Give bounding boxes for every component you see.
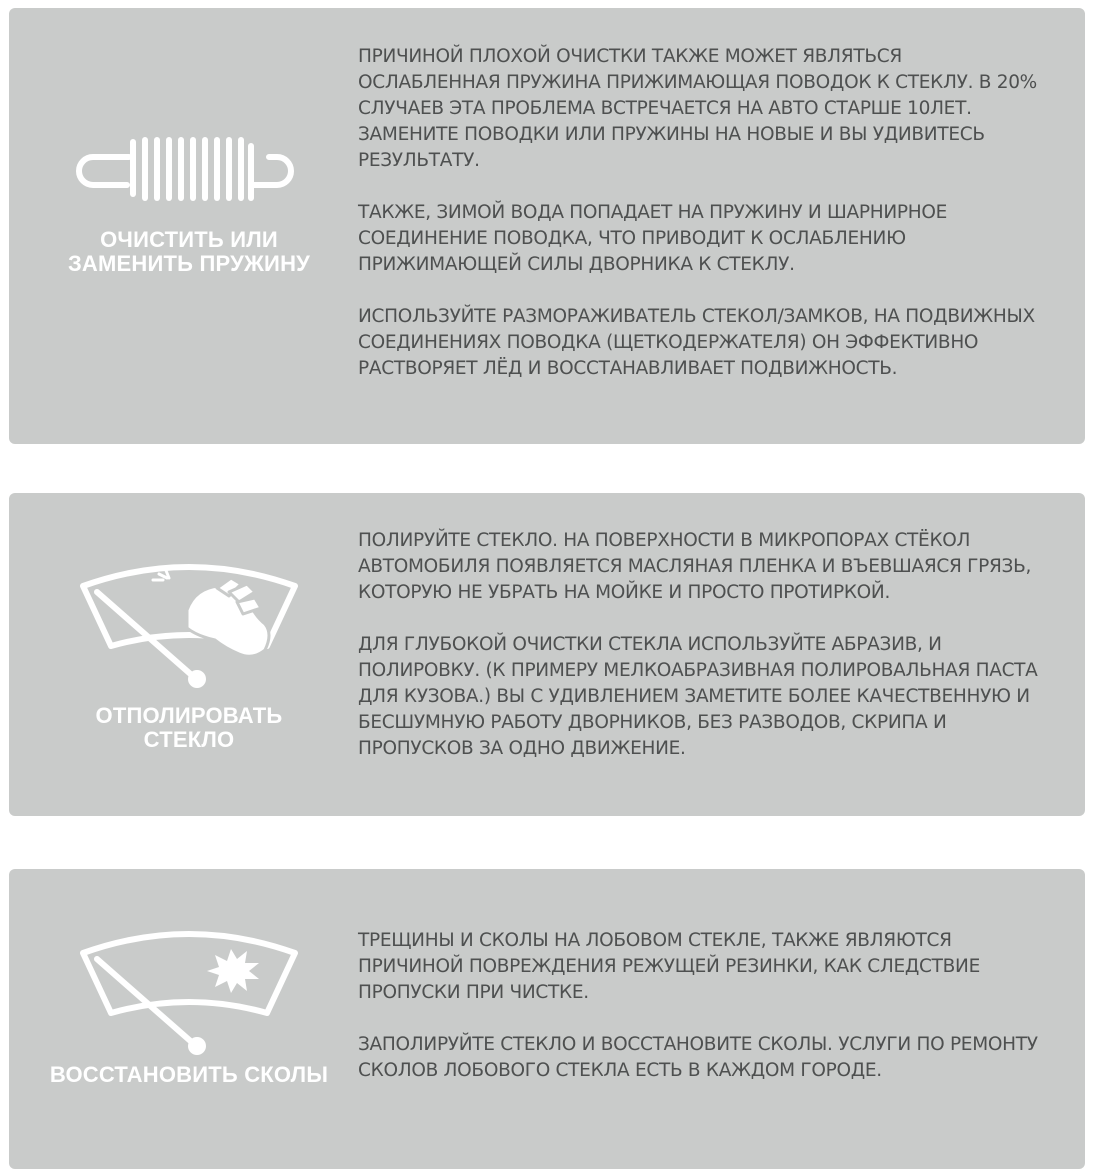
card-text bbox=[358, 44, 1038, 382]
polish-icon-block bbox=[49, 558, 329, 752]
chip-icon-block bbox=[49, 925, 329, 1087]
spring-card bbox=[9, 8, 1085, 444]
paragraph: ЗАПОЛИРУЙТЕ СТЕКЛО И ВОССТАНОВИТЕ СКОЛЫ. УСЛУГИ ПО РЕМОНТУ СКОЛОВ ЛОБОВОГО СТЕКЛА ЕСТЬ В КАЖДОМ ГОРОДЕ. bbox=[358, 1034, 1038, 1081]
card-text bbox=[358, 528, 1038, 762]
paragraph: ПОЛИРУЙТЕ СТЕКЛО. НА ПОВЕРХНОСТИ В МИКРОПОРАХ СТЁКОЛ АВТОМОБИЛЯ ПОЯВЛЯЕТСЯ МАСЛЯНАЯ ПЛЕНКА И ВЪЕВШАЯСЯ ГРЯЗЬ, КОТОРУЮ НЕ УБРАТЬ НА МОЙКЕ И ПРОСТО ПРОТИРКОЙ. bbox=[358, 530, 1032, 603]
chip-card bbox=[9, 869, 1085, 1169]
paragraph: ДЛЯ ГЛУБОКОЙ ОЧИСТКИ СТЕКЛА ИСПОЛЬЗУЙТЕ АБРАЗИВ, И ПОЛИРОВКУ. (К ПРИМЕРУ МЕЛКОАБРАЗИВНАЯ ПОЛИРОВАЛЬНАЯ ПАСТА ДЛЯ КУЗОВА.) ВЫ С УДИВЛЕНИЕМ ЗАМЕТИТЕ БОЛЕЕ КАЧЕСТВЕННУЮ И БЕСШУМНУЮ РАБОТУ ДВОРНИКОВ, БЕЗ РАЗВОДОВ, СКРИПА И ПРОПУСКОВ ЗА ОДНО ДВИЖЕНИЕ. bbox=[358, 634, 1038, 759]
polish-card bbox=[9, 493, 1085, 816]
card-caption: ОЧИСТИТЬ ИЛИ ЗАМЕНИТЬ ПРУЖИНУ bbox=[67, 227, 311, 276]
card-caption: ОТПОЛИРОВАТЬ СТЕКЛО bbox=[95, 703, 283, 752]
windshield-polish-icon bbox=[69, 558, 309, 688]
paragraph: ТАКЖЕ, ЗИМОЙ ВОДА ПОПАДАЕТ НА ПРУЖИНУ И ШАРНИРНОЕ СОЕДИНЕНИЕ ПОВОДКА, ЧТО ПРИВОДИТ К ОСЛАБЛЕНИЮ ПРИЖИМАЮЩЕЙ СИЛЫ ДВОРНИКА К СТЕКЛУ. bbox=[358, 202, 947, 275]
spring-icon-block bbox=[49, 136, 329, 276]
paragraph: ПРИЧИНОЙ ПЛОХОЙ ОЧИСТКИ ТАКЖЕ МОЖЕТ ЯВЛЯТЬСЯ ОСЛАБЛЕННАЯ ПРУЖИНА ПРИЖИМАЮЩАЯ ПОВОДОК К СТЕКЛУ. В 20% СЛУЧАЕВ ЭТА ПРОБЛЕМА ВСТРЕЧАЕТСЯ НА АВТО СТАРШЕ 10ЛЕТ. ЗАМЕНИТЕ ПОВОДКИ ИЛИ ПРУЖИНЫ НА НОВЫЕ И ВЫ УДИВИТЕСЬ РЕЗУЛЬТАТУ. bbox=[358, 46, 1037, 171]
spring-icon bbox=[71, 136, 307, 206]
paragraph: ТРЕЩИНЫ И СКОЛЫ НА ЛОБОВОМ СТЕКЛЕ, ТАКЖЕ ЯВЛЯЮТСЯ ПРИЧИНОЙ ПОВРЕЖДЕНИЯ РЕЖУЩЕЙ РЕЗИНКИ, КАК СЛЕДСТВИЕ ПРОПУСКИ ПРИ ЧИСТКЕ. bbox=[358, 930, 980, 1003]
card-caption: ВОССТАНОВИТЬ СКОЛЫ bbox=[49, 1062, 329, 1087]
card-text bbox=[358, 928, 1038, 1084]
windshield-chip-icon bbox=[69, 925, 309, 1055]
paragraph: ИСПОЛЬЗУЙТЕ РАЗМОРАЖИВАТЕЛЬ СТЕКОЛ/ЗАМКОВ, НА ПОДВИЖНЫХ СОЕДИНЕНИЯХ ПОВОДКА (ЩЕТКОДЕРЖАТЕЛЯ) ОН ЭФФЕКТИВНО РАСТВОРЯЕТ ЛЁД И ВОССТАНАВЛИВАЕТ ПОДВИЖНОСТЬ. bbox=[358, 306, 1035, 379]
